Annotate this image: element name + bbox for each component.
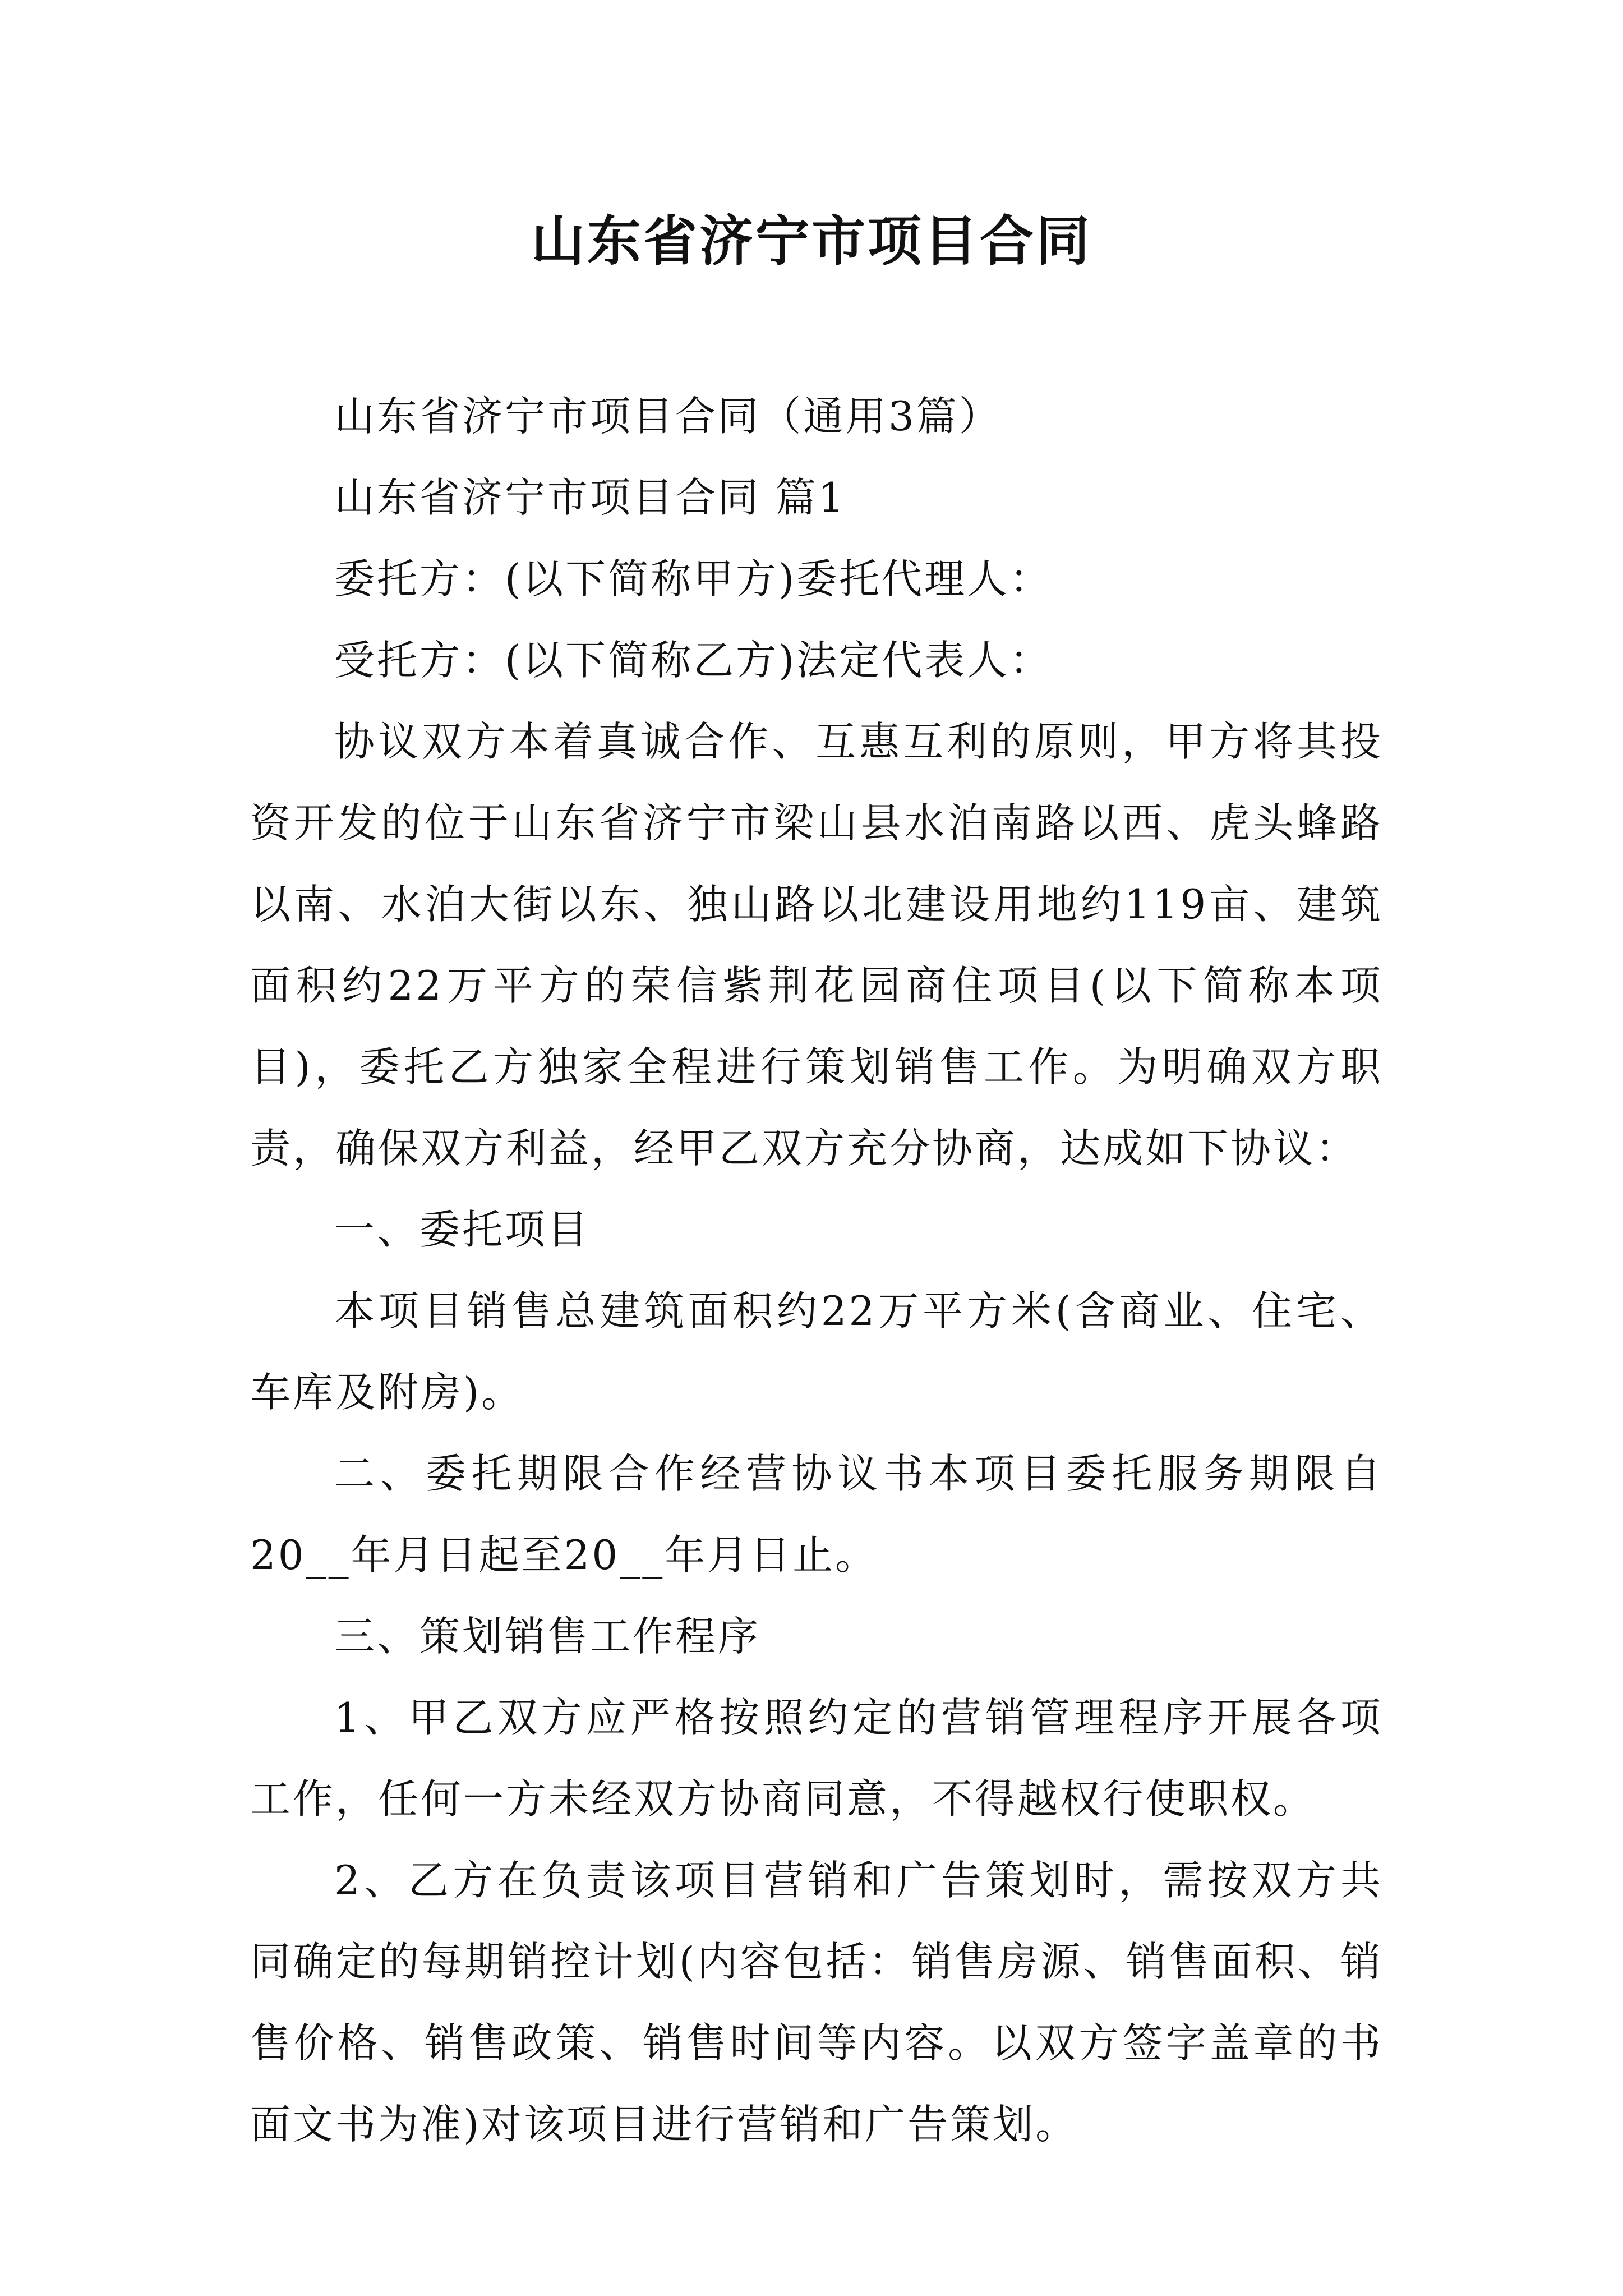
paragraph-agreement-intro: 协议双方本着真诚合作、互惠互利的原则，甲方将其投资开发的位于山东省济宁市梁山县水泊南路以西、虎头蜂路以南、水泊大街以东、独山路以北建设用地约119亩、建筑面积约22万平方的荣信紫荆花园商住项目(以下简称本项目)，委托乙方独家全程进行策划销售工作。为明确双方职责，确保双方利益，经甲乙双方充分协商，达成如下协议： bbox=[250, 718, 1383, 1172]
paragraph-heading-1: 一、委托项目 bbox=[334, 1206, 591, 1253]
paragraph-client: 委托方：(以下简称甲方)委托代理人： bbox=[334, 555, 1053, 602]
paragraph-heading-2: 二、委托期限合作经营协议书本项目委托服务期限自20__年月日起至20__年月日止。 bbox=[250, 1450, 1383, 1579]
paragraph-contractor: 受托方：(以下简称乙方)法定代表人： bbox=[334, 637, 1053, 684]
document-body bbox=[250, 376, 1383, 2165]
paragraph-clause-1: 1、甲乙双方应严格按照约定的营销管理程序开展各项工作，任何一方未经双方协商同意，不得越权行使职权。 bbox=[250, 1694, 1383, 1823]
paragraph-section-heading: 山东省济宁市项目合同 篇1 bbox=[334, 474, 846, 521]
paragraph-subtitle: 山东省济宁市项目合同（通用3篇） bbox=[334, 393, 1002, 440]
document-title: 山东省济宁市项目合同 bbox=[531, 209, 1092, 273]
paragraph-clause-2: 2、乙方在负责该项目营销和广告策划时，需按双方共同确定的每期销控计划(内容包括：销售房源、销售面积、销售价格、销售政策、销售时间等内容。以双方签字盖章的书面文书为准)对该项目进行营销和广告策划。 bbox=[250, 1857, 1383, 2148]
paragraph-heading-3: 三、策划销售工作程序 bbox=[334, 1613, 761, 1660]
paragraph-project-scope: 本项目销售总建筑面积约22万平方米(含商业、住宅、车库及附房)。 bbox=[250, 1287, 1383, 1416]
